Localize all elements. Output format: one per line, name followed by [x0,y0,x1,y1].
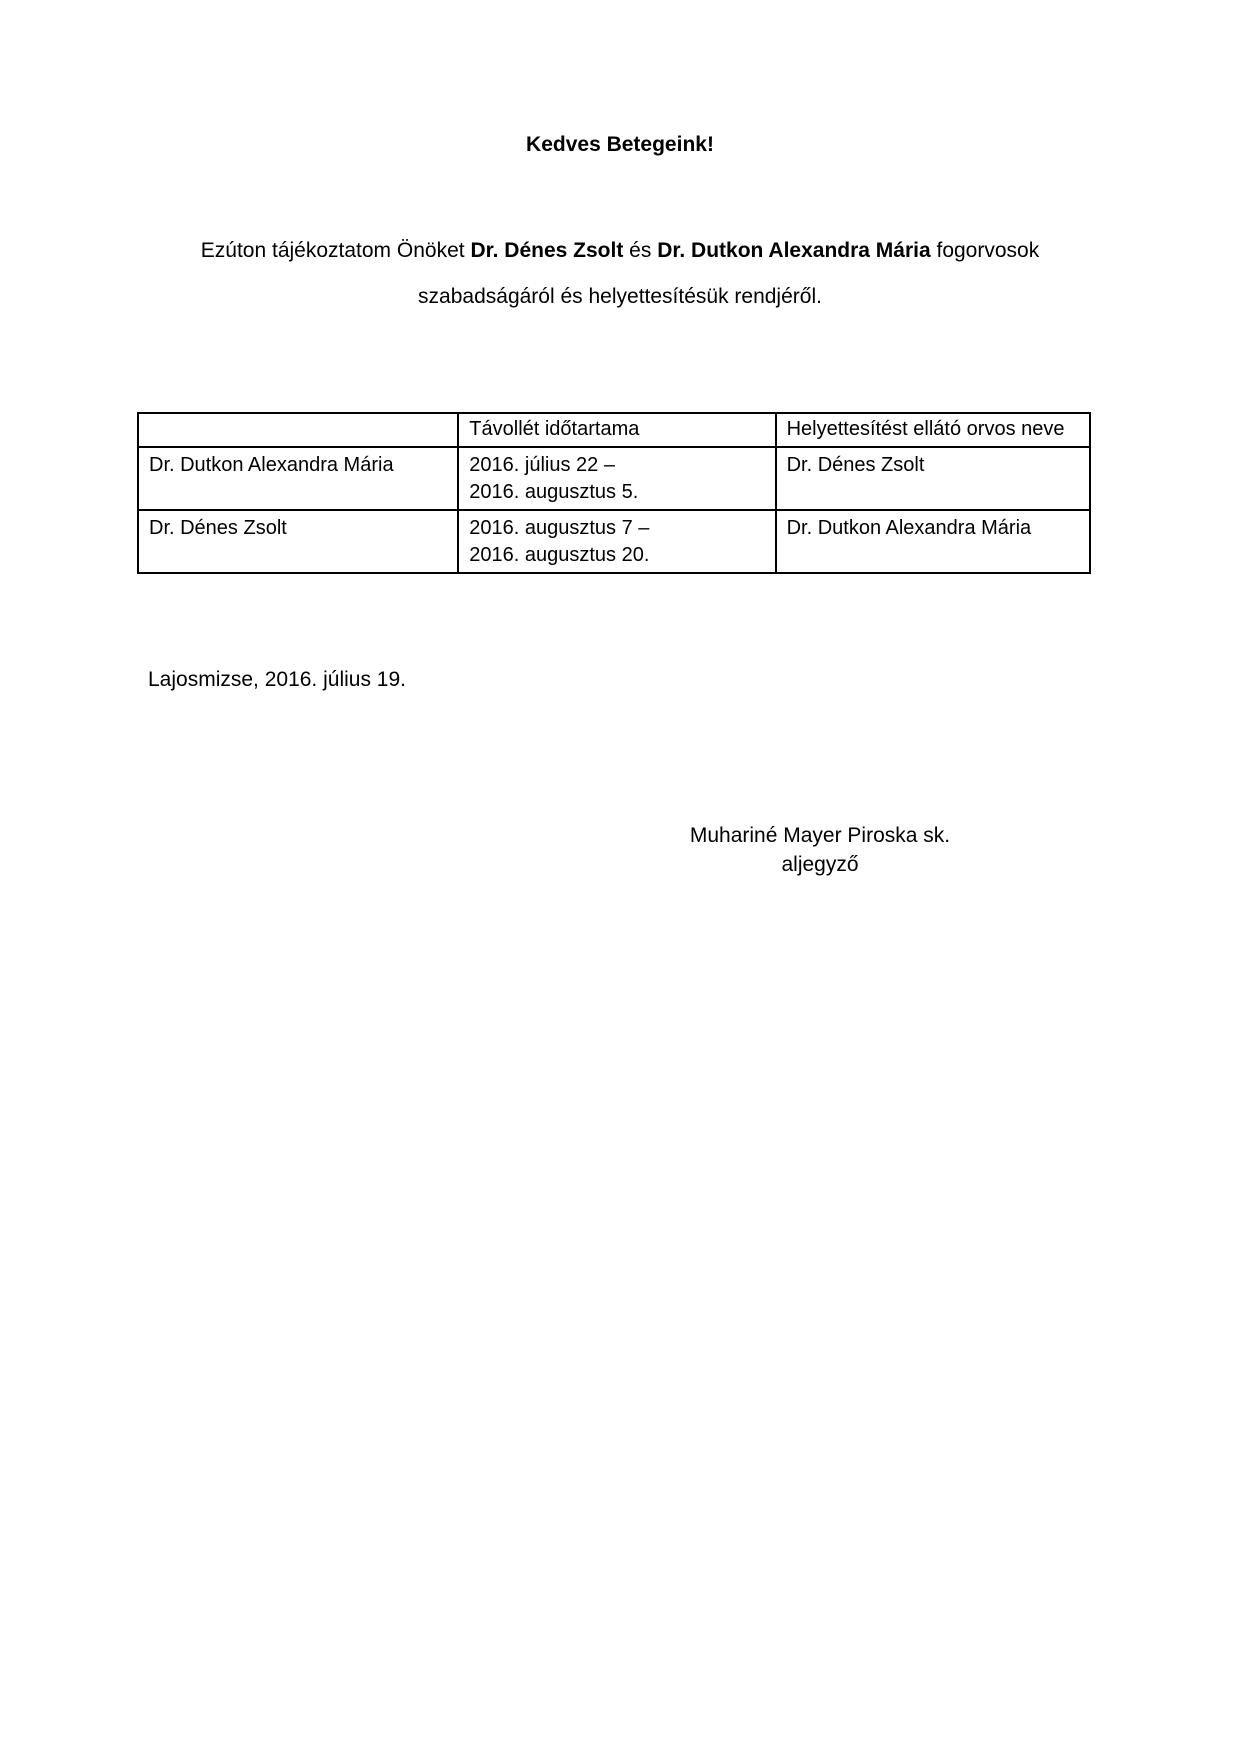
substitute-cell: Dr. Dutkon Alexandra Mária [776,510,1090,573]
table-header-row [138,413,1090,447]
header-cell-empty [138,413,458,447]
table-row [138,447,1090,510]
intro-line-2: szabadságáról és helyettesítésük rendjéről. [418,285,822,308]
header-cell-period: Távollét időtartama [458,413,775,447]
signature-name: Muhariné Mayer Piroska sk. [689,824,951,847]
signature-block [620,821,1020,879]
period-cell [458,510,775,573]
intro-paragraph [0,228,1240,320]
period-line-2: 2016. augusztus 20. [469,544,650,566]
substitute-cell: Dr. Dénes Zsolt [776,447,1090,510]
header-cell-substitute: Helyettesítést ellátó orvos neve [776,413,1090,447]
doctor-name-bold-1: Dr. Dénes Zsolt [470,239,624,262]
intro-line-1 [0,228,1240,274]
period-line-1: 2016. július 22 – [469,454,615,476]
intro-text-3: fogorvosok [930,239,1040,262]
intro-text-2: és [623,239,658,262]
period-line-1: 2016. augusztus 7 – [469,517,650,539]
table-row [138,510,1090,573]
doctor-cell: Dr. Dutkon Alexandra Mária [138,447,458,510]
signature-role: aljegyző [781,853,859,876]
vacation-schedule-table [137,412,1091,574]
doctor-cell: Dr. Dénes Zsolt [138,510,458,573]
document-title: Kedves Betegeink! [526,133,714,156]
doctor-name-bold-2: Dr. Dutkon Alexandra Mária [657,239,931,262]
intro-text-1: Ezúton tájékoztatom Önöket [200,239,471,262]
period-cell [458,447,775,510]
date-line: Lajosmizse, 2016. július 19. [148,668,406,691]
period-line-2: 2016. augusztus 5. [469,481,639,503]
